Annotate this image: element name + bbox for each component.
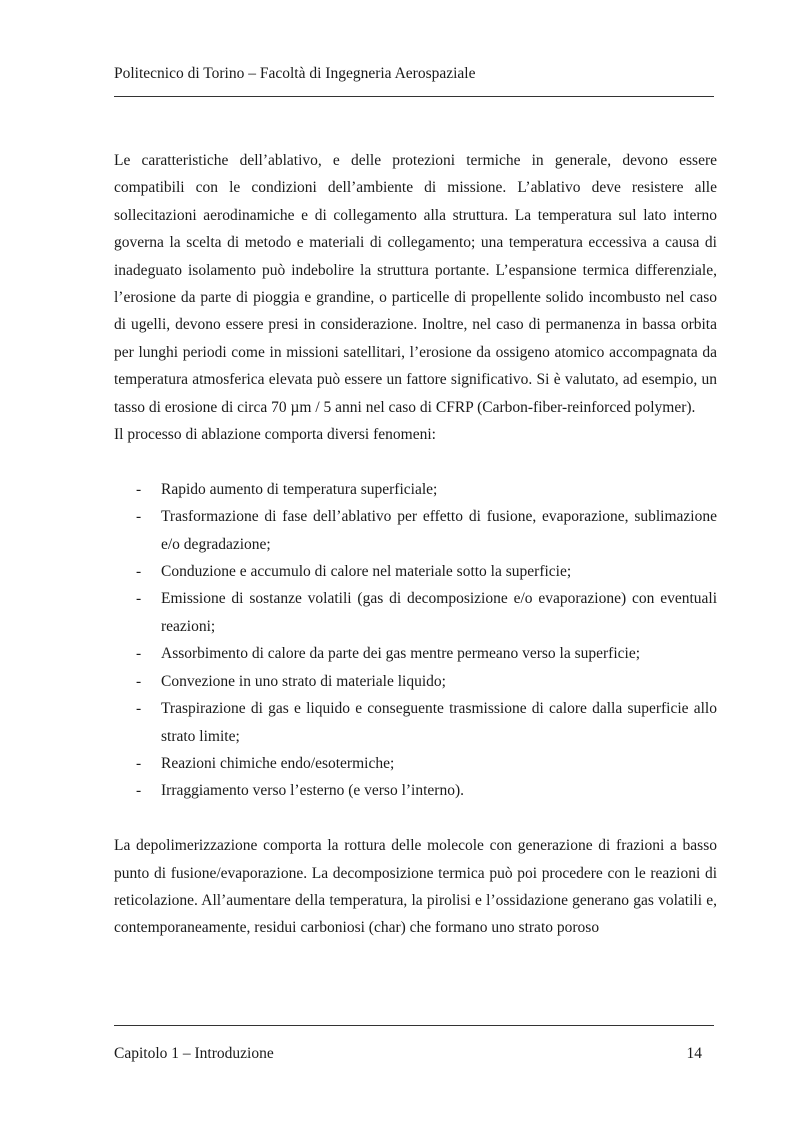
list-item-text: Rapido aumento di temperatura superficiale; [161,480,438,498]
footer-rule [114,1025,714,1026]
spacer [114,805,717,832]
bullet-marker: - [136,782,142,800]
main-content [114,147,717,942]
list-item-text: Traspirazione di gas e liquido e conseguente trasmissione di calore dalla superficie allo strato limite; [161,700,717,745]
bullet-marker: - [136,508,142,526]
list-item [114,585,717,640]
bullet-marker: - [136,480,142,498]
running-header: Politecnico di Torino – Facoltà di Ingegneria Aerospaziale [114,65,476,82]
bullet-marker: - [136,672,142,690]
list-item-text: Trasformazione di fase dell’ablativo per effetto di fusione, evaporazione, sublimazione e/o degradazione; [161,508,717,553]
list-item-text: Assorbimento di calore da parte dei gas mentre permeano verso la superficie; [161,645,641,663]
list-item [114,558,717,585]
bullet-marker: - [136,700,142,718]
list-item [114,750,717,777]
list-item-text: Convezione in uno strato di materiale liquido; [161,672,446,690]
list-item [114,695,717,750]
header-rule [114,96,714,97]
paragraph-2: Il processo di ablazione comporta diversi fenomeni: [114,426,436,444]
list-item [114,476,717,503]
list-item-text: Reazioni chimiche endo/esotermiche; [161,754,395,772]
paragraph-1: Le caratteristiche dell’ablativo, e delle protezioni termiche in generale, devono essere compatibili con le condizioni dell’ambiente di missione. L’ablativo deve resistere alle sollecitazioni aerodinamiche e di collegamento alla struttura. La temperatura sul lato interno governa la scelta di metodo e materiali di collegamento; una temperatura eccessiva a causa di inadeguato isolamento può indebolire la struttura portante. L’espansione termica differenziale, l’erosione da parte di pioggia e grandine, o particelle di propellente solido incombusto nel caso di ugelli, devono essere presi in considerazione. Inoltre, nel caso di permanenza in bassa orbita per lunghi periodi come in missioni satellitari, l’erosione da ossigeno atomico accompagnata da temperatura atmosferica elevata può essere un fattore significativo. Si è valutato, ad esempio, un tasso di erosione di circa 70 µm / 5 anni nel caso di CFRP (Carbon-fiber-reinforced polymer). [114,152,717,416]
bullet-marker: - [136,645,142,663]
bullet-marker: - [136,563,142,581]
phenomena-list [114,476,717,805]
list-item [114,503,717,558]
list-item [114,640,717,667]
bullet-marker: - [136,754,142,772]
list-item-text: Conduzione e accumulo di calore nel materiale sotto la superficie; [161,563,572,581]
list-item-text: Irraggiamento verso l’esterno (e verso l’interno). [161,782,464,800]
list-item [114,777,717,804]
list-item [114,668,717,695]
spacer [114,448,717,475]
footer-chapter: Capitolo 1 – Introduzione [114,1045,274,1062]
page-number: 14 [686,1045,702,1062]
bullet-marker: - [136,590,142,608]
paragraph-3: La depolimerizzazione comporta la rottura delle molecole con generazione di frazioni a basso punto di fusione/evaporazione. La decomposizione termica può poi procedere con le reazioni di reticolazione. All’aumentare della temperatura, la pirolisi e l’ossidazione generano gas volatili e, contemporaneamente, residui carboniosi (char) che formano uno strato poroso [114,837,717,937]
list-item-text: Emissione di sostanze volatili (gas di decomposizione e/o evaporazione) con eventuali reazioni; [161,590,717,635]
